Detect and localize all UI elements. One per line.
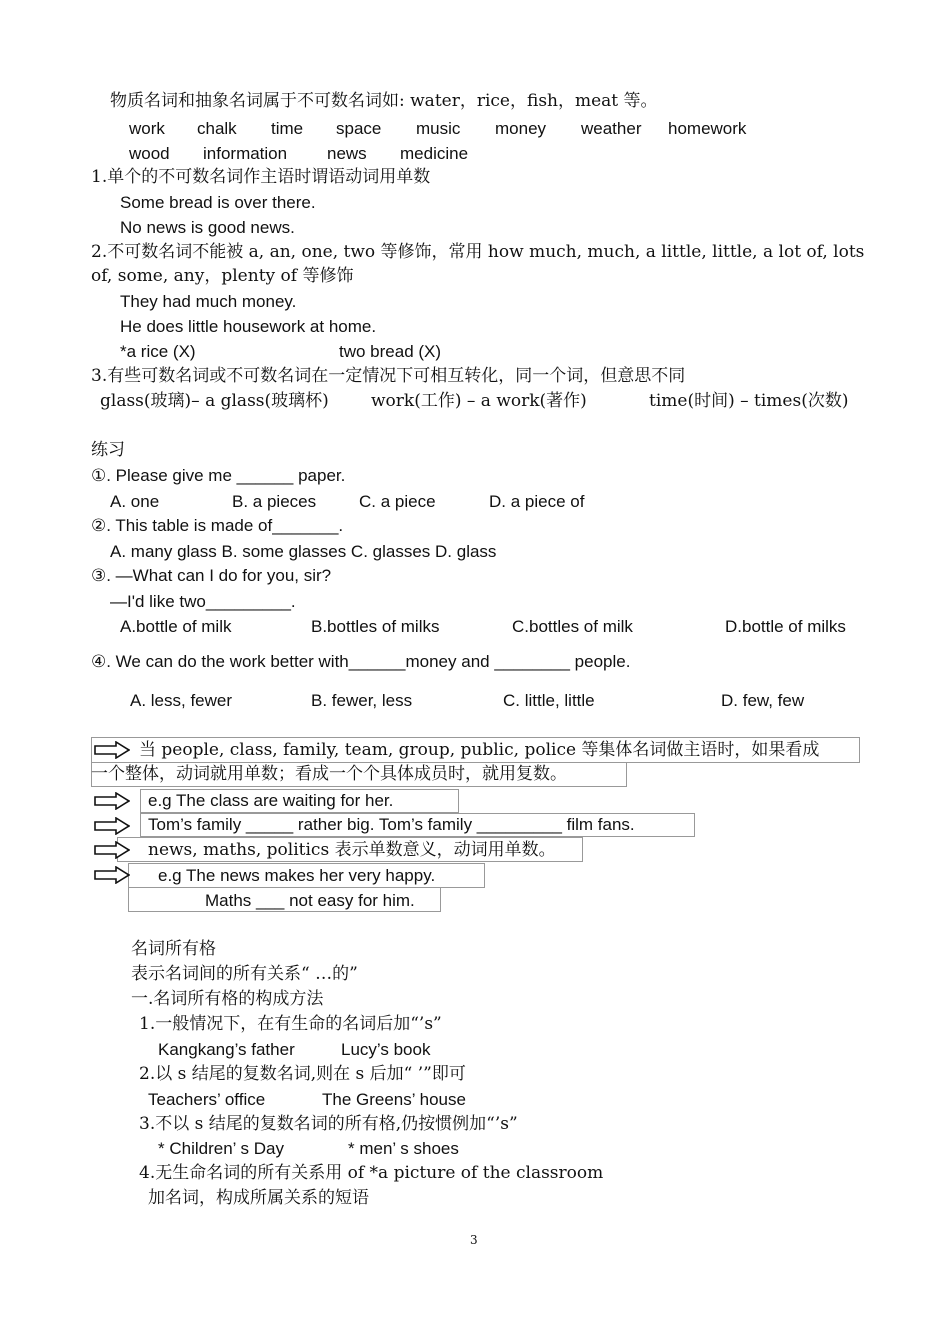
collective-example-3: e.g The news makes her very happy. bbox=[158, 866, 436, 885]
collective-line-2: 一个整体，动词就用单数；看成一个个具体成员时，就用复数。 bbox=[91, 764, 567, 784]
rule2-title-a: 2.不可数名词不能被 a, an, one, two 等修饰，常用 how much, much, a little, little, a lot of, lots bbox=[91, 242, 865, 262]
rule1-title: 1.单个的不可数名词作主语时谓语动词用单数 bbox=[91, 167, 431, 187]
q1-option-b: B. a pieces bbox=[232, 492, 317, 511]
possessive-rule-4-continued: 加名词，构成所属关系的短语 bbox=[148, 1188, 369, 1208]
question-1: ①. Please give me ______ paper. bbox=[91, 466, 346, 485]
possessive-rule-3-example-b: * men’ s shoes bbox=[348, 1139, 459, 1158]
q4-option-a: A. less, fewer bbox=[130, 691, 233, 710]
rule2-example-1: They had much money. bbox=[120, 292, 297, 311]
q3-option-c: C.bottles of milk bbox=[512, 617, 633, 636]
q4-option-d: D. few, few bbox=[721, 691, 805, 710]
rule1-example-2: No news is good news. bbox=[120, 218, 295, 237]
practice-heading: 练习 bbox=[91, 440, 125, 460]
arrow-right-icon bbox=[94, 741, 130, 759]
q3-option-d: D.bottle of milks bbox=[725, 617, 846, 636]
possessive-rule-3: 3.不以 s 结尾的复数名词的所有格,仍按惯例加“’s” bbox=[139, 1114, 518, 1134]
possessive-definition: 表示名词间的所有关系“ …的” bbox=[131, 964, 358, 984]
word-wood: wood bbox=[129, 144, 170, 163]
arrow-right-icon bbox=[94, 817, 130, 835]
question-3: ③. —What can I do for you, sir? bbox=[91, 566, 332, 585]
q1-option-c: C. a piece bbox=[359, 492, 436, 511]
possessive-rule-4: 4.无生命名词的所有关系用 of *a picture of the classroom bbox=[139, 1163, 604, 1183]
rule3-example-time: time(时间) – times(次数) bbox=[649, 391, 849, 411]
possessive-subheading: 一.名词所有格的构成方法 bbox=[131, 989, 324, 1009]
possessive-rule-2-example-a: Teachers’ office bbox=[148, 1090, 266, 1109]
word-music: music bbox=[416, 119, 461, 138]
word-chalk: chalk bbox=[197, 119, 237, 138]
collective-example-4: Maths ___ not easy for him. bbox=[205, 891, 415, 910]
rule2-example-3b: two bread (X) bbox=[339, 342, 442, 361]
q2-options: A. many glass B. some glasses C. glasses D. glass bbox=[110, 542, 497, 561]
arrow-right-icon bbox=[94, 866, 130, 884]
possessive-rule-1: 1.一般情况下，在有生命的名词后加“’s” bbox=[139, 1014, 442, 1034]
possessive-rule-1-example-b: Lucy’s book bbox=[341, 1040, 431, 1059]
q3-option-b: B.bottles of milks bbox=[311, 617, 440, 636]
possessive-heading: 名词所有格 bbox=[131, 939, 216, 959]
word-work: work bbox=[129, 119, 165, 138]
rule3-example-glass: glass(玻璃)– a glass(玻璃杯) bbox=[100, 391, 329, 411]
q4-option-b: B. fewer, less bbox=[311, 691, 413, 710]
question-2: ②. This table is made of_______. bbox=[91, 516, 344, 535]
rule3-title: 3.有些可数名词或不可数名词在一定情况下可相互转化，同一个词，但意思不同 bbox=[91, 366, 686, 386]
possessive-rule-3-example-a: * Children’ s Day bbox=[158, 1139, 284, 1158]
word-weather: weather bbox=[581, 119, 642, 138]
intro-line: 物质名词和抽象名词属于不可数名词如: water，rice，fish，meat 等。 bbox=[110, 91, 658, 111]
rule1-example-1: Some bread is over there. bbox=[120, 193, 316, 212]
word-information: information bbox=[203, 144, 288, 163]
word-time: time bbox=[271, 119, 304, 138]
collective-example-1: e.g The class are waiting for her. bbox=[148, 791, 394, 810]
question-4: ④. We can do the work better with______money and ________ people. bbox=[91, 652, 631, 671]
word-space: space bbox=[336, 119, 382, 138]
word-money: money bbox=[495, 119, 547, 138]
q1-option-d: D. a piece of bbox=[489, 492, 585, 511]
singular-meaning-rule: news, maths, politics 表示单数意义，动词用单数。 bbox=[148, 840, 556, 860]
word-homework: homework bbox=[668, 119, 747, 138]
q1-option-a: A. one bbox=[110, 492, 160, 511]
word-news: news bbox=[327, 144, 367, 163]
q3-option-a: A.bottle of milk bbox=[120, 617, 232, 636]
question-3-reply: —I'd like two_________. bbox=[110, 592, 296, 611]
possessive-rule-2: 2.以 s 结尾的复数名词,则在 s 后加“ ’”即可 bbox=[139, 1064, 466, 1084]
rule2-title-b: of, some, any，plenty of 等修饰 bbox=[91, 266, 354, 286]
rule2-example-3a: *a rice (X) bbox=[120, 342, 196, 361]
rule2-example-2: He does little housework at home. bbox=[120, 317, 377, 336]
rule3-example-work: work(工作) – a work(著作) bbox=[371, 391, 587, 411]
possessive-rule-2-example-b: The Greens’ house bbox=[322, 1090, 466, 1109]
collective-example-2: Tom’s family _____ rather big. Tom’s family _________ film fans. bbox=[148, 815, 635, 834]
collective-line-1: 当 people, class, family, team, group, public, police 等集体名词做主语时，如果看成 bbox=[139, 740, 820, 760]
arrow-right-icon bbox=[94, 792, 130, 810]
page-number: 3 bbox=[470, 1233, 478, 1247]
arrow-right-icon bbox=[94, 841, 130, 859]
q4-option-c: C. little, little bbox=[503, 691, 595, 710]
possessive-rule-1-example-a: Kangkang’s father bbox=[158, 1040, 295, 1059]
word-medicine: medicine bbox=[400, 144, 469, 163]
